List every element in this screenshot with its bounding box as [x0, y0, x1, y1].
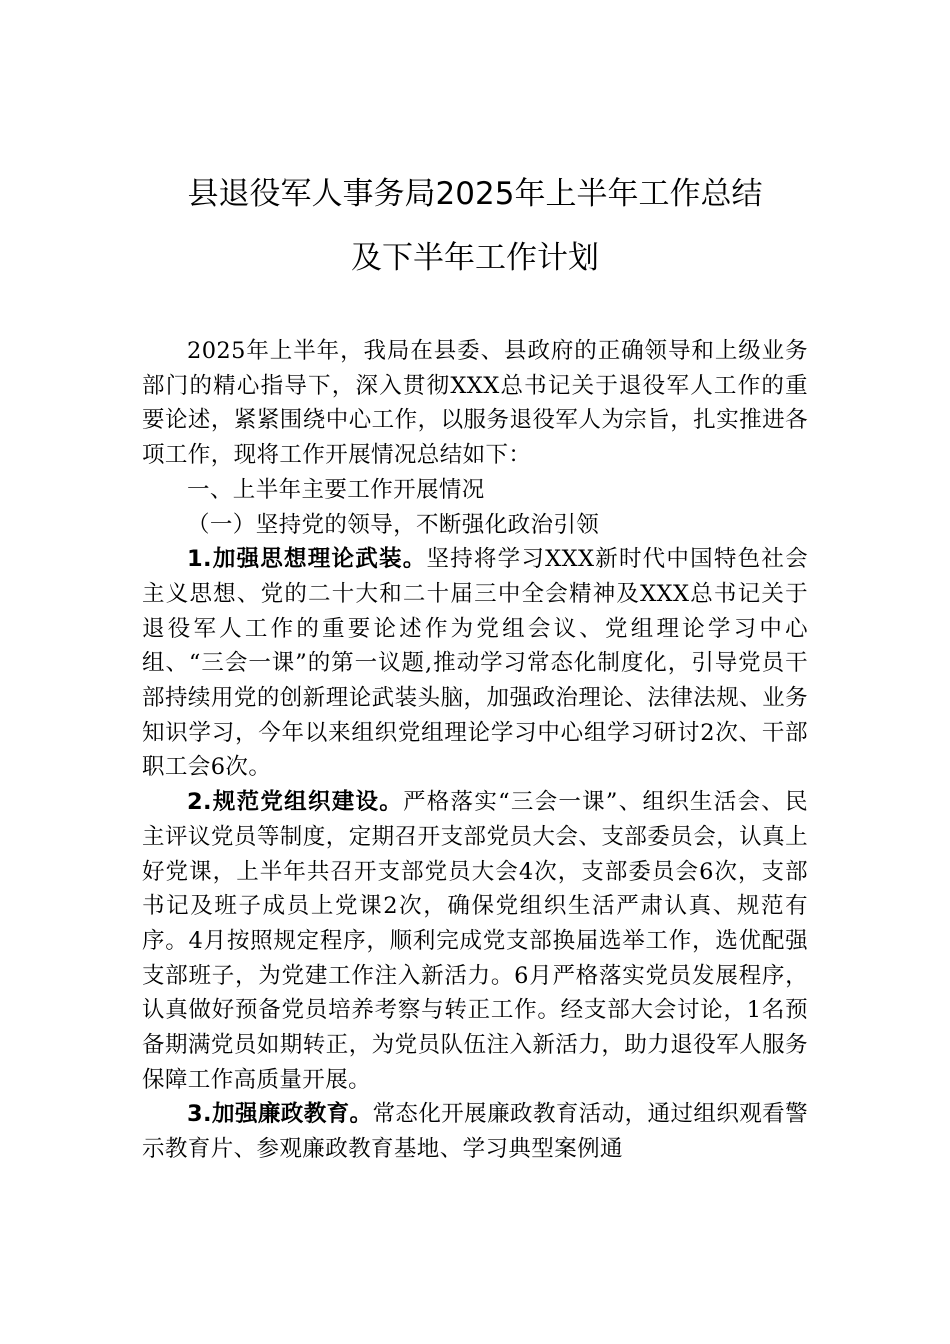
section-heading: 一、上半年主要工作开展情况 — [187, 476, 485, 503]
item-lead-1: 1.加强思想理论武装。 — [187, 546, 427, 573]
title-line-1: 县退役军人事务局2025年上半年工作总结 — [187, 176, 763, 212]
title-line-2: 及下半年工作计划 — [351, 240, 599, 276]
item-paragraph-1 — [142, 542, 808, 785]
item-text-1: 坚持将学习XXX新时代中国特色社会主义思想、党的二十大和二十届三中全会精神及XXX总书记关于退役军人工作的重要论述作为党组会议、党组理论学习中心组、“三会一课”的第一议题,推动学习常态化制度化，引导党员干部持续用党的创新理论武装头脑，加强政治理论、法律法规、业务知识学习，今年以来组织党组理论学习中心组学习研讨2次、干部职工会6次。 — [142, 546, 808, 781]
item-text-2: 严格落实“三会一课”、组织生活会、民主评议党员等制度，定期召开支部党员大会、支部委员会，认真上好党课，上半年共召开支部党员大会4次，支部委员会6次，支部书记及班子成员上党课2次，确保党组织生活严肃认真、规范有序。4月按照规定程序，顺利完成党支部换届选举工作，选优配强支部班子，为党建工作注入新活力。6月严格落实党员发展程序，认真做好预备党员培养考察与转正工作。经支部大会讨论，1名预备期满党员如期转正，为党员队伍注入新活力，助力退役军人服务保障工作高质量开展。 — [142, 789, 808, 1093]
item-text-3: 常态化开展廉政教育活动，通过组织观看警示教育片、参观廉政教育基地、学习典型案例通 — [142, 1101, 808, 1163]
item-paragraph-2 — [142, 785, 808, 1097]
document-title — [142, 162, 808, 290]
item-lead-2: 2.规范党组织建设。 — [187, 789, 404, 816]
intro-paragraph: 2025年上半年，我局在县委、县政府的正确领导和上级业务部门的精心指导下，深入贯彻XXX总书记关于退役军人工作的重要论述，紧紧围绕中心工作，以服务退役军人为宗旨，扎实推进各项工作，现将工作开展情况总结如下： — [142, 338, 808, 469]
item-lead-3: 3.加强廉政教育。 — [187, 1101, 373, 1128]
document-body — [142, 334, 808, 1167]
item-paragraph-3 — [142, 1097, 808, 1166]
subsection-heading: （一）坚持党的领导，不断强化政治引领 — [187, 511, 600, 538]
